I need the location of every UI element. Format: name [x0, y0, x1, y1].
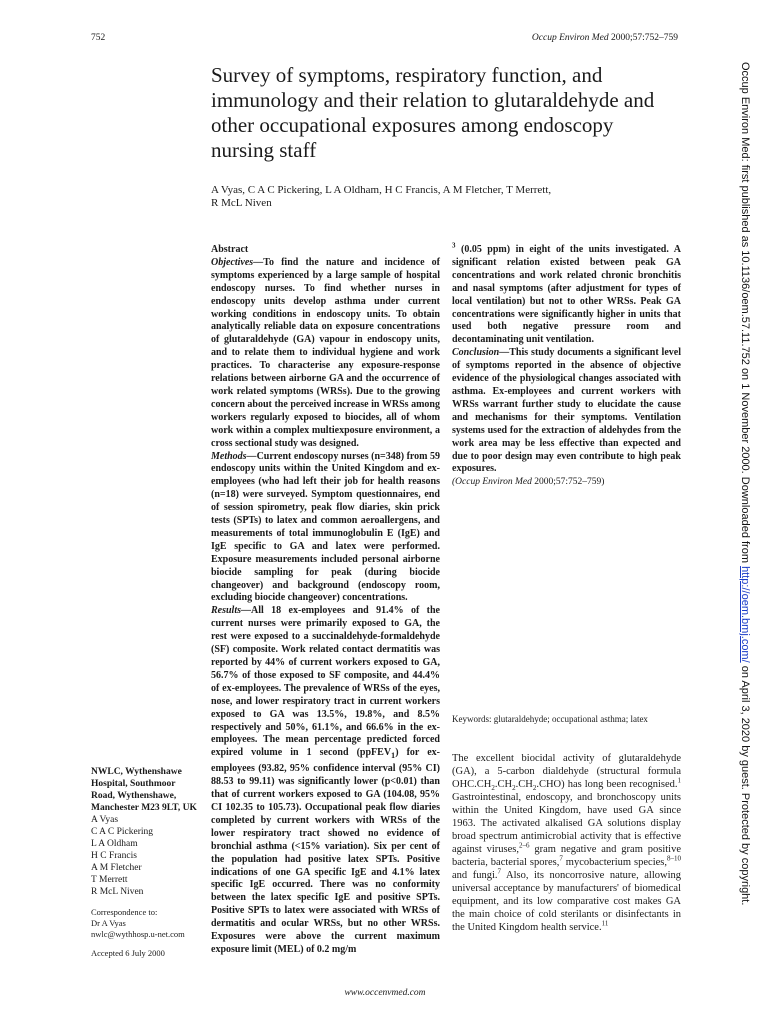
- intro-text: gram negative and gram positive bacteria, bacterial spores,: [452, 844, 681, 868]
- abstract-objectives: [211, 257, 440, 451]
- abstract-column-1: [211, 244, 440, 957]
- intro-text: and fungi.: [452, 870, 498, 881]
- results-text-2: ) for ex-employees (93.82, 95% confidence interval (95% CI) 88.53 to 99.11) was significantly lower (p<0.01) than that of current workers exposed to GA (104.08, 95% CI 102.35 to 105.73). Occupational peak flow diaries completed by current workers with WRSs of the lower respiratory tract showed no evidence of bronchial asthma (<15% variation). Six per cent of the population had positive latex SPTs. Positive indications of one GA specific IgE and 4.1% latex specific IgE occurred. There was no conformity between the latex specific IgE and positive SPTs. Positive SPTs to latex were associated with WRSs of dermatitis and ocular WRSs, but no other WRSs. Exposures were above the current maximum exposure limit (MEL) of 0.2 mg/m: [211, 747, 440, 955]
- affiliation-person: A M Fletcher: [91, 863, 142, 873]
- article-title: Survey of symptoms, respiratory function, and immunology and their relation to glutaraldehyde and other occupational exposures among endoscopy nursing staff: [211, 63, 655, 162]
- download-banner: [735, 62, 755, 962]
- abstract-results-start: [211, 605, 440, 956]
- intro-text: .CHO) has long been recognised.: [536, 779, 678, 790]
- affiliation-person: L A Oldham: [91, 839, 138, 849]
- abstract-methods: [211, 451, 440, 606]
- intro-text: .CH: [515, 779, 533, 790]
- affiliation-person: T Merrett: [91, 875, 128, 885]
- intro-text: Gastrointestinal, endoscopy, and bronchoscopy units within the United Kingdom, have used GA since 1963. The activated alkalised GA solutions display broad spectrum antimicrobial activity that is effective against viruses,: [452, 792, 681, 855]
- results-subscript: 1: [391, 751, 396, 761]
- conclusion-text: This study documents a significant level of symptoms reported in the absence of objective evidence of the physiological changes associated with asthma. Ex-employees and current workers with WRSs warrant further study to elucidate the cause and mechanisms for their symptoms. Ventilation systems used for the extraction of aldehydes from the work area may be less effective than expected and due to poor design may even contribute to high peak exposures.: [452, 347, 681, 475]
- affiliation-person: C A C Pickering: [91, 827, 154, 837]
- affiliation-person: R McL Niven: [91, 887, 144, 897]
- citation-ref: 2000;57:752–759): [531, 477, 605, 488]
- journal-reference: [532, 33, 678, 43]
- citation-journal: Occup Environ Med: [455, 477, 532, 488]
- results-label: Results—: [211, 605, 252, 617]
- abstract-heading: Abstract: [211, 244, 249, 255]
- banner-text-after: on April 3, 2020 by guest. Protected by copyright.: [739, 662, 751, 906]
- intro-subscript: 2: [532, 784, 537, 793]
- reference-marker: 7: [559, 854, 563, 863]
- reference-marker: 7: [497, 867, 502, 876]
- institution: NWLC, Wythenshawe Hospital, Southmoor Road, Wythenshawe, Manchester M23 9LT, UK: [91, 767, 197, 813]
- correspondence-email[interactable]: nwlc@wythhosp.u-net.com: [91, 929, 185, 939]
- intro-text: The excellent biocidal activity of glutaraldehyde (GA), a 5-carbon dialdehyde (structural formula OHC.CH: [452, 753, 681, 790]
- results-superscript: 3: [452, 241, 456, 250]
- abstract-column-2: [452, 241, 681, 489]
- reference-marker: 2–6: [519, 841, 530, 850]
- affiliation-person: A Vyas: [91, 815, 119, 825]
- conclusion-label: Conclusion—: [452, 347, 510, 359]
- journal-name: Occup Environ Med: [531, 33, 609, 43]
- intro-text: mycobacterium species,: [562, 857, 667, 868]
- author-list: [211, 184, 641, 210]
- correspondence: [91, 907, 201, 940]
- banner-link[interactable]: http://oem.bmj.com/: [739, 566, 751, 663]
- methods-label: Methods—: [211, 450, 257, 462]
- intro-subscript: 2: [491, 784, 495, 793]
- reference-marker: 1: [677, 776, 681, 785]
- correspondence-name: Dr A Vyas: [91, 918, 126, 928]
- objectives-label: Objectives—: [211, 256, 264, 268]
- keywords: Keywords: glutaraldehyde; occupational asthma; latex: [452, 714, 648, 724]
- affiliation-person: H C Francis: [91, 851, 137, 861]
- abstract-results-cont: [452, 241, 681, 347]
- methods-text: Current endoscopy nurses (n=348) from 59 endoscopy units within the United Kingdom and ex-employees (who had left their job for health reasons (n=18) were surveyed. Symptom questionnaires, end of session spirometry, peak flow diaries, skin prick tests (SPTs) to latex and common aeroallergens, and measurements of total immunoglobulin E (IgE) and IgE specific to GA and latex were performed. Exposure measurements included personal airborne biocide sampling for peak (during biocide changeover) and background (endoscopy room, excluding biocide changeover) concentrations.: [211, 450, 440, 604]
- abstract-citation: (Occup Environ Med 2000;57:752–759): [452, 477, 605, 488]
- intro-text: Also, its noncorrosive nature, allowing universal acceptance by manufacturers' of biomedical equipment, and its low comparative cost makes GA the main choice of cold sterilants or disinfectants in the United Kingdom health service.: [452, 870, 682, 933]
- authors-line-2: R McL Niven: [211, 197, 272, 209]
- intro-text: .CH: [494, 779, 513, 790]
- results-text-1: All 18 ex-employees and 91.4% of the current nurses were primarily exposed to GA, the rest were exposed to a succinaldehyde-formaldehyde (SF) composite. Work related contact dermatitis was reported by 44% of current workers exposed to GA, 56.7% of those exposed to SF composite, and 44.4% of ex-employees. The prevalence of WRSs of the eyes, nose, and lower respiratory tract in current workers exposed to GA was 13.5%, 19.8%, and 8.5% respectively and 50%, 61.1%, and 66.6% in the ex-employees. The mean percentage predicted forced expired volume in 1 second (ppFEV: [211, 605, 440, 759]
- page-number: 752: [91, 33, 106, 43]
- journal-year: 2000;57:752–759: [610, 33, 678, 43]
- authors-line-1: A Vyas, C A C Pickering, L A Oldham, H C Francis, A M Fletcher, T Merrett,: [211, 184, 552, 196]
- author-affiliation: [91, 766, 201, 898]
- banner-text-before: Occup Environ Med: first published as 10.1136/oem.57.11.752 on 1 November 2000. Downloaded from: [739, 62, 751, 567]
- introduction-paragraph: [452, 752, 681, 934]
- abstract-conclusion: [452, 347, 681, 476]
- footer-url[interactable]: www.occenvmed.com: [344, 988, 426, 998]
- results-text-3: (0.05 ppm) in eight of the units investigated. A significant relation existed between peak GA concentrations and work related chronic bronchitis and nasal symptoms (after adjustment for types of local ventilation) but not to other WRSs. Peak GA concentrations were significantly higher in units that used both negative pressure room and decontaminating unit ventilation.: [452, 244, 681, 346]
- objectives-text: To find the nature and incidence of symptoms experienced by a large sample of hospital endoscopy nurses. To find whether nurses in endoscopy units develop asthma under current working conditions in endoscopy units. To obtain analytically reliable data on exposure concentrations of glutaraldehyde (GA) vapour in endoscopy units, and to relate them to individual hygiene and work practices. To characterise any exposure-response relations between airborne GA and the occurrence of work related symptoms (WRSs). Due to the growing concern about the perceived increase in WRSs among workers regularly exposed to biocides, all of whom work within a complex multiexposure environment, a cross sectional study was designed.: [211, 256, 440, 449]
- accepted-date: Accepted 6 July 2000: [91, 948, 165, 958]
- correspondence-label: Correspondence to:: [91, 907, 158, 917]
- reference-marker: 11: [601, 919, 609, 928]
- intro-subscript: 2: [512, 784, 516, 793]
- reference-marker: 8–10: [667, 854, 681, 863]
